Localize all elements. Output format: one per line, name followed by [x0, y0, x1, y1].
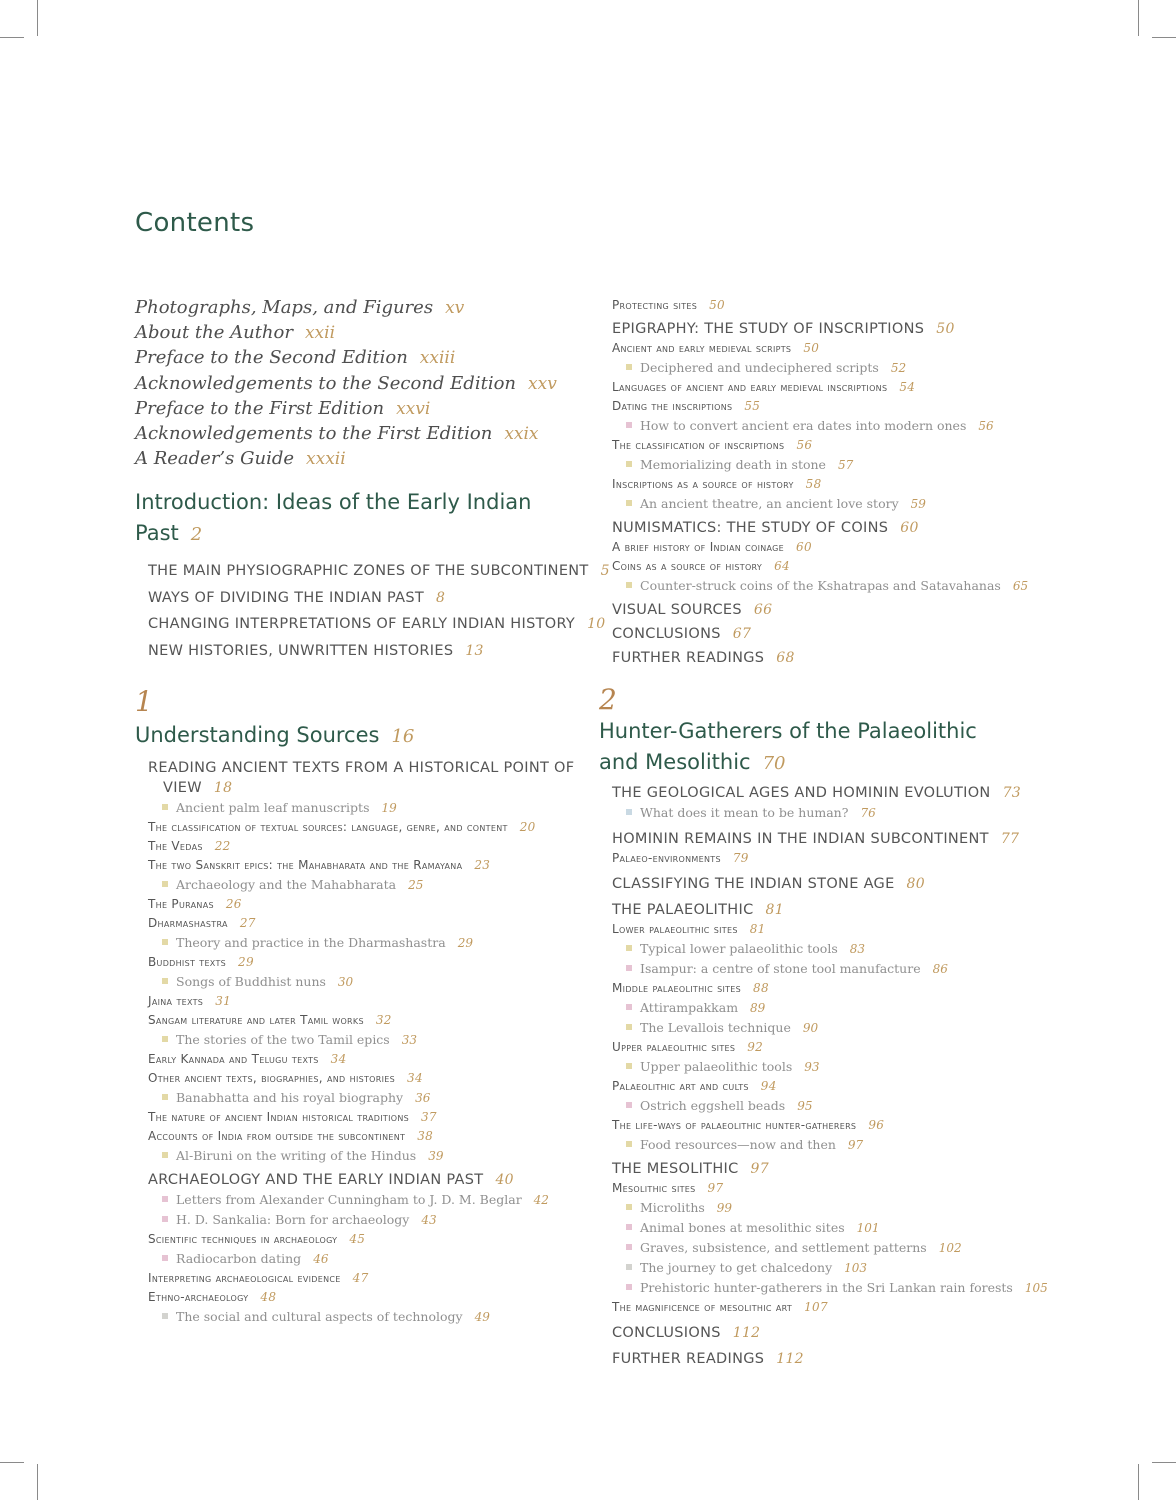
- chapter1-entry-title: Interpreting archaeological evidence: [148, 1271, 341, 1286]
- chapter2-title-line2: and Mesolithic: [599, 750, 751, 774]
- chapter2-entry-page: 76: [860, 806, 876, 820]
- chapter1-box-entry[interactable]: [135, 972, 585, 992]
- chapter2-entry[interactable]: [599, 783, 1159, 803]
- intro-section-entry-page: 13: [465, 642, 484, 659]
- chapter1-entry-page: 29: [238, 955, 254, 970]
- chapter1-page: 16: [391, 726, 415, 748]
- intro-title-line1: Introduction: Ideas of the Early Indian: [135, 490, 532, 515]
- chapter2-entry-page: 97: [707, 1181, 724, 1195]
- chapter2-entry[interactable]: [599, 920, 1159, 939]
- chapter2-entry-page: 77: [1000, 831, 1020, 847]
- chapter1-entry-page: 18: [213, 780, 233, 797]
- chapter2-entry-title: THE GEOLOGICAL AGES AND HOMININ EVOLUTION: [612, 785, 991, 801]
- chapter1-entry[interactable]: [135, 992, 585, 1011]
- chapter1-cont-entry[interactable]: [599, 339, 1159, 358]
- chapter1-entry[interactable]: [135, 837, 585, 856]
- chapter1-cont-entry-title: A brief history of Indian coinage: [612, 540, 785, 554]
- chapter2-entry-page: 79: [732, 851, 749, 865]
- chapter1-cont-entry-page: 65: [1012, 579, 1029, 593]
- chapter2-entry-title: THE PALAEOLITHIC: [612, 902, 754, 918]
- chapter1-entry[interactable]: [135, 1230, 585, 1249]
- chapter2-entry-title: The magnificence of mesolithic art: [612, 1300, 793, 1314]
- crop-mark: [37, 0, 38, 36]
- chapter1-cont-entry-page: 58: [805, 477, 822, 491]
- chapter1-cont-entry[interactable]: [599, 436, 1159, 455]
- chapter1-entry-page: 31: [215, 994, 232, 1009]
- chapter2-entry-title: Mesolithic sites: [612, 1181, 696, 1195]
- chapter1-cont-box-entry[interactable]: [599, 494, 1159, 514]
- intro-page: 2: [190, 524, 203, 546]
- chapter1-entry-page: 39: [428, 1149, 444, 1164]
- chapter1-cont-entry-title: EPIGRAPHY: THE STUDY OF INSCRIPTIONS: [612, 321, 925, 337]
- chapter1-cont-entry-page: 50: [709, 298, 725, 312]
- chapter1-title-text: Understanding Sources: [135, 723, 380, 748]
- chapter2-entry-title: Ostrich eggshell beads: [640, 1098, 786, 1113]
- chapter1-entry-title: The social and cultural aspects of technology: [176, 1309, 463, 1325]
- chapter2-entry-page: 97: [750, 1161, 769, 1177]
- chapter2-box-entry[interactable]: [599, 1198, 1159, 1218]
- chapter2-entry-title: Food resources—now and then: [640, 1137, 836, 1152]
- chapter2-entry[interactable]: [599, 1116, 1159, 1135]
- chapter1-entry-title: The nature of ancient Indian historical traditions: [148, 1110, 409, 1125]
- chapter2-box-entry[interactable]: [599, 959, 1159, 979]
- chapter2-entry[interactable]: [599, 829, 1159, 849]
- chapter2-entry-page: 73: [1002, 785, 1021, 801]
- chapter1-cont-entry[interactable]: [599, 378, 1159, 397]
- chapter1-entry-title: Letters from Alexander Cunningham to J. D. M. Beglar: [176, 1192, 522, 1208]
- chapter1-cont-entry-page: 68: [776, 650, 795, 666]
- chapter1-box-entry[interactable]: [135, 1030, 585, 1050]
- chapter1-box-entry[interactable]: [135, 875, 585, 895]
- chapter2-entry-page: 102: [938, 1241, 962, 1255]
- chapter2-entry[interactable]: [599, 874, 1159, 894]
- chapter2-entry[interactable]: [599, 900, 1159, 920]
- front-matter-page: xv: [445, 298, 465, 318]
- chapter1-cont-box-entry[interactable]: [599, 358, 1159, 378]
- chapter1-entry-title: Early Kannada and Telugu texts: [148, 1052, 319, 1067]
- chapter1-entry-title: Jaina texts: [148, 994, 204, 1009]
- chapter1-entry-page: 38: [417, 1129, 434, 1144]
- crop-mark: [1138, 0, 1139, 36]
- chapter1-cont-entry-title: Coins as a source of history: [612, 559, 763, 573]
- chapter1-cont-entry-title: How to convert ancient era dates into modern ones: [640, 418, 967, 433]
- chapter1-cont-entry-page: 54: [899, 380, 916, 394]
- front-matter-list: [135, 295, 585, 471]
- chapter1-cont-entry-page: 60: [900, 520, 919, 536]
- front-matter-entry[interactable]: [135, 421, 585, 446]
- crop-mark: [1138, 1464, 1139, 1500]
- toc-left-column: [135, 295, 610, 1327]
- chapter1-cont-entry-page: 55: [744, 399, 761, 413]
- intro-section-entry-title: WAYS OF DIVIDING THE INDIAN PAST: [148, 589, 425, 606]
- chapter1-entry[interactable]: [135, 953, 585, 972]
- chapter1-entry-title: The Puranas: [148, 897, 214, 912]
- chapter1-cont-entry[interactable]: [599, 319, 1159, 339]
- chapter2-entry-title: The life-ways of palaeolithic hunter-gatherers: [612, 1118, 857, 1132]
- front-matter-entry[interactable]: [135, 371, 585, 396]
- chapter2-entry-title: Middle palaeolithic sites: [612, 981, 742, 995]
- front-matter-entry[interactable]: [135, 320, 585, 345]
- intro-sections: [135, 558, 610, 664]
- intro-title[interactable]: [135, 487, 585, 550]
- chapter1-cont-entry[interactable]: [599, 648, 1159, 668]
- chapter2-entry-page: 92: [747, 1040, 764, 1054]
- front-matter-entry[interactable]: [135, 345, 585, 370]
- chapter2-box-entry[interactable]: [599, 998, 1159, 1018]
- front-matter-page: xxv: [528, 373, 557, 394]
- chapter1-cont-entry-page: 60: [796, 540, 812, 554]
- chapter1-title[interactable]: [135, 720, 585, 752]
- chapter1-entry-title: Other ancient texts, biographies, and histories: [148, 1071, 396, 1086]
- chapter1-entry-page: 25: [408, 878, 424, 893]
- chapter1-entry-page: 32: [375, 1013, 392, 1028]
- chapter1-cont-entry-page: 50: [803, 341, 820, 355]
- chapter1-cont-entry-title: Inscriptions as a source of history: [612, 477, 794, 491]
- chapter2-entry-title: CLASSIFYING THE INDIAN STONE AGE: [612, 876, 895, 892]
- front-matter-title: A Reader’s Guide: [135, 448, 295, 470]
- chapter1-cont-entry[interactable]: [599, 296, 1159, 315]
- chapter2-entry-page: 99: [716, 1201, 733, 1215]
- chapter2-entry-title: Lower palaeolithic sites: [612, 922, 738, 936]
- chapter2-entry-page: 89: [750, 1001, 766, 1015]
- chapter1-cont-entry[interactable]: [599, 397, 1159, 416]
- chapter2-entry-page: 105: [1024, 1281, 1048, 1295]
- chapter2-entry-title: Palaeo-environments: [612, 851, 721, 865]
- chapter2-entry-title: Upper palaeolithic sites: [612, 1040, 736, 1054]
- chapter2-entry[interactable]: [599, 849, 1159, 868]
- chapter1-cont-entry-title: CONCLUSIONS: [612, 626, 721, 642]
- chapter1-cont-entry[interactable]: [599, 624, 1159, 644]
- chapter1-entry-title: Theory and practice in the Dharmashastra: [176, 935, 446, 951]
- chapter2-box-entry[interactable]: [599, 803, 1159, 823]
- chapter1-cont-entry-title: FURTHER READINGS: [612, 650, 765, 666]
- intro-section-entry[interactable]: [135, 558, 610, 585]
- chapter1-box-entry[interactable]: [135, 1210, 585, 1230]
- chapter1-entry[interactable]: [135, 1127, 585, 1146]
- chapter1-box-entry[interactable]: [135, 1307, 585, 1327]
- chapter1-entry-title: The classification of textual sources: language, genre, and content: [148, 820, 508, 835]
- intro-section-entry-page: 8: [436, 589, 446, 606]
- chapter2-box-entry[interactable]: [599, 1238, 1159, 1258]
- chapter1-cont-entry-title: Memorializing death in stone: [640, 457, 826, 472]
- chapter2-entry-title: Prehistoric hunter-gatherers in the Sri Lankan rain forests: [640, 1280, 1013, 1295]
- chapter1-cont-entry-page: 56: [978, 419, 994, 433]
- chapter2-box-entry[interactable]: [599, 1218, 1159, 1238]
- chapter1-entry-page: 45: [349, 1232, 366, 1247]
- chapter1-cont-box-entry[interactable]: [599, 576, 1159, 596]
- chapter2-entry-title: Attirampakkam: [640, 1000, 739, 1015]
- chapter1-entry-page: 29: [457, 936, 473, 951]
- front-matter-page: xxii: [304, 323, 336, 344]
- chapter1-continued-entries: [599, 296, 1159, 668]
- chapter1-entry-title: Accounts of India from outside the subcontinent: [148, 1129, 406, 1144]
- chapter1-box-entry[interactable]: [135, 933, 585, 953]
- chapter1-number: 1: [135, 685, 153, 719]
- chapter1-entry-page: 27: [239, 916, 256, 931]
- crop-mark: [1152, 37, 1176, 38]
- chapter1-entry-page: 42: [533, 1193, 549, 1208]
- chapter1-entry-title: Songs of Buddhist nuns: [176, 974, 326, 990]
- chapter2-entry-page: 90: [802, 1021, 819, 1035]
- chapter1-entry-page: 30: [337, 975, 354, 990]
- chapter2-box-entry[interactable]: [599, 939, 1159, 959]
- chapter2-entry-title: HOMININ REMAINS IN THE INDIAN SUBCONTINENT: [612, 831, 989, 847]
- chapter2-entry[interactable]: [599, 979, 1159, 998]
- chapter1-box-entry[interactable]: [135, 1088, 585, 1108]
- chapter1-entry-title: Buddhist texts: [148, 955, 227, 970]
- chapter1-cont-entry-title: NUMISMATICS: THE STUDY OF COINS: [612, 520, 889, 536]
- chapter1-cont-entry-title: Protecting sites: [612, 298, 698, 312]
- chapter1-entry-title: The Vedas: [148, 839, 203, 854]
- chapter2-box-entry[interactable]: [599, 1278, 1159, 1298]
- chapter2-entry-title: Typical lower palaeolithic tools: [640, 941, 838, 956]
- chapter1-entry-title: Sangam literature and later Tamil works: [148, 1013, 364, 1028]
- chapter2-entry-page: 93: [804, 1060, 820, 1074]
- front-matter-title: Acknowledgements to the First Edition: [135, 422, 493, 444]
- front-matter-title: Preface to the Second Edition: [135, 347, 408, 369]
- front-matter-title: Photographs, Maps, and Figures: [135, 297, 434, 318]
- chapter1-entry-title: Al-Biruni on the writing of the Hindus: [176, 1148, 417, 1164]
- chapter2-entry[interactable]: [599, 1077, 1159, 1096]
- chapter2-entry-title: Graves, subsistence, and settlement patterns: [640, 1240, 927, 1255]
- chapter2-entry-title: FURTHER READINGS: [612, 1351, 765, 1367]
- chapter1-entry[interactable]: [135, 1269, 585, 1288]
- chapter2-entry-page: 103: [844, 1261, 868, 1275]
- chapter2-entry-title: The Levallois technique: [640, 1020, 791, 1035]
- chapter1-entry-page: 26: [225, 897, 242, 912]
- chapter2-entry-page: 112: [732, 1325, 761, 1341]
- chapter1-entry[interactable]: [135, 818, 585, 837]
- chapter1-cont-entry[interactable]: [599, 557, 1159, 576]
- chapter1-cont-entry-page: 59: [910, 497, 926, 511]
- chapter1-entry-page: 33: [401, 1033, 418, 1048]
- chapter2-entry-page: 86: [932, 962, 948, 976]
- front-matter-page: xxix: [504, 423, 539, 444]
- chapter2-box-entry[interactable]: [599, 1057, 1159, 1077]
- chapter1-entry-title: Ancient palm leaf manuscripts: [176, 800, 370, 816]
- chapter2-entry-page: 112: [776, 1351, 804, 1367]
- front-matter-page: xxvi: [396, 398, 431, 419]
- chapter2-box-entry[interactable]: [599, 1135, 1159, 1155]
- chapter1-box-entry[interactable]: [135, 1190, 585, 1210]
- chapter1-cont-entry-title: Ancient and early medieval scripts: [612, 341, 792, 355]
- chapter1-cont-box-entry[interactable]: [599, 455, 1159, 475]
- chapter2-entry-title: What does it mean to be human?: [640, 805, 849, 820]
- chapter1-entry-page: 34: [330, 1052, 347, 1067]
- intro-section-entry-title: NEW HISTORIES, UNWRITTEN HISTORIES: [148, 642, 454, 659]
- page-title: Contents: [135, 208, 255, 238]
- front-matter-entry[interactable]: [135, 446, 585, 471]
- chapter1-cont-entry[interactable]: [599, 600, 1159, 620]
- chapter1-cont-entry-page: 56: [796, 438, 813, 452]
- front-matter-title: Preface to the First Edition: [135, 397, 385, 419]
- chapter2-title-line1: Hunter-Gatherers of the Palaeolithic: [599, 719, 977, 743]
- chapter2-entry-title: Isampur: a centre of stone tool manufacture: [640, 961, 921, 976]
- chapter1-entry-title: Ethno-archaeology: [148, 1290, 249, 1305]
- chapter1-entry[interactable]: [135, 758, 585, 798]
- intro-section-entry-title: THE MAIN PHYSIOGRAPHIC ZONES OF THE SUBCONTINENT: [148, 563, 589, 580]
- chapter1-entry-page: 46: [313, 1252, 329, 1267]
- chapter1-entry[interactable]: [135, 856, 585, 875]
- intro-title-line2: Past: [135, 521, 179, 546]
- chapter1-cont-entry-page: 67: [732, 626, 752, 642]
- crop-mark: [37, 1464, 38, 1500]
- chapter1-entry[interactable]: [135, 914, 585, 933]
- chapter1-cont-entry-title: Languages of ancient and early medieval inscriptions: [612, 380, 888, 394]
- chapter2-page: 70: [762, 753, 786, 774]
- chapter2-number: 2: [599, 683, 617, 716]
- chapter1-entry-page: 43: [421, 1213, 437, 1228]
- chapter1-entry-page: 34: [407, 1071, 423, 1086]
- intro-section-entry[interactable]: [135, 611, 606, 638]
- chapter2-entry[interactable]: [599, 1159, 1159, 1179]
- chapter2-entry-title: Animal bones at mesolithic sites: [640, 1220, 845, 1235]
- chapter1-entry-title: Archaeology and the Mahabharata: [176, 877, 397, 893]
- chapter2-entry[interactable]: [599, 1179, 1159, 1198]
- chapter2-box-entry[interactable]: [599, 1018, 1159, 1038]
- chapter1-entry-page: 47: [352, 1271, 369, 1286]
- intro-section-entry-page: 5: [600, 563, 610, 580]
- chapter1-entry-title: The stories of the two Tamil epics: [176, 1032, 390, 1048]
- chapter1-entry-title: The two Sanskrit epics: the Mahabharata and the Ramayana: [148, 858, 463, 873]
- chapter2-entry[interactable]: [599, 1323, 1159, 1343]
- front-matter-page: xxxii: [306, 449, 346, 470]
- front-matter-entry[interactable]: [135, 295, 585, 320]
- front-matter-entry[interactable]: [135, 396, 585, 421]
- chapter1-cont-entry-title: Deciphered and undeciphered scripts: [640, 360, 879, 375]
- chapter2-title[interactable]: [599, 716, 1159, 779]
- chapter1-cont-entry-title: VISUAL SOURCES: [612, 602, 742, 618]
- chapter1-entry-page: 40: [495, 1172, 514, 1189]
- chapter1-entry-page: 20: [519, 820, 536, 835]
- chapter2-entry-page: 97: [847, 1138, 864, 1152]
- chapter2-entry-title: Palaeolithic art and cults: [612, 1079, 749, 1093]
- chapter2-entry-page: 101: [856, 1221, 880, 1235]
- chapter1-cont-entry-title: The classification of inscriptions: [612, 438, 785, 452]
- chapter1-cont-entry-title: An ancient theatre, an ancient love story: [640, 496, 899, 511]
- chapter2-entry-title: THE MESOLITHIC: [612, 1161, 739, 1177]
- chapter2-entry-title: Microliths: [640, 1200, 705, 1215]
- chapter2-entry-page: 107: [804, 1300, 828, 1314]
- chapter1-entry-page: 22: [214, 839, 231, 854]
- chapter1-entry[interactable]: [135, 1170, 585, 1190]
- intro-section-entry[interactable]: [135, 585, 585, 612]
- chapter1-cont-entry-page: 66: [753, 602, 773, 618]
- chapter2-entry-page: 80: [906, 876, 925, 892]
- chapter2-entry-title: CONCLUSIONS: [612, 1325, 721, 1341]
- chapter1-entry[interactable]: [135, 1050, 585, 1069]
- chapter1-entry[interactable]: [135, 1069, 585, 1088]
- chapter1-entry-title: READING ANCIENT TEXTS FROM A HISTORICAL POINT OF VIEW: [148, 760, 575, 797]
- chapter2-entry-page: 94: [760, 1079, 777, 1093]
- chapter1-entry[interactable]: [135, 1108, 585, 1127]
- intro-section-entry[interactable]: [135, 638, 585, 665]
- chapter2-entry-page: 95: [797, 1099, 813, 1113]
- chapter1-entry-title: Scientific techniques in archaeology: [148, 1232, 338, 1247]
- chapter2-entry-page: 88: [753, 981, 769, 995]
- chapter1-cont-entry[interactable]: [599, 475, 1159, 494]
- chapter2-entry[interactable]: [599, 1349, 1159, 1369]
- chapter1-entry-page: 23: [474, 858, 491, 873]
- chapter1-entry-page: 36: [415, 1091, 431, 1106]
- chapter1-cont-entry[interactable]: [599, 518, 1159, 538]
- chapter1-entry-title: H. D. Sankalia: Born for archaeology: [176, 1212, 410, 1228]
- chapter1-entry-page: 37: [421, 1110, 437, 1125]
- front-matter-title: About the Author: [135, 322, 293, 344]
- intro-section-entry-title: CHANGING INTERPRETATIONS OF EARLY INDIAN HISTORY: [148, 616, 576, 633]
- chapter1-box-entry[interactable]: [135, 798, 585, 818]
- chapter2-entry-page: 81: [749, 922, 766, 936]
- chapter1-cont-entry[interactable]: [599, 538, 1159, 557]
- chapter1-entry-page: 48: [260, 1290, 277, 1305]
- chapter1-entry-page: 19: [381, 801, 397, 816]
- chapter1-entry-title: Radiocarbon dating: [176, 1251, 302, 1267]
- front-matter-title: Acknowledgements to the Second Edition: [135, 372, 517, 394]
- chapter2-entry[interactable]: [599, 1038, 1159, 1057]
- chapter2-entry-title: The journey to get chalcedony: [640, 1260, 833, 1275]
- chapter1-entries: [135, 758, 585, 1327]
- chapter1-entry-title: Dharmashastra: [148, 916, 228, 931]
- chapter1-box-entry[interactable]: [135, 1249, 585, 1269]
- chapter1-cont-entry-page: 50: [936, 321, 955, 337]
- chapter1-entry[interactable]: [135, 895, 585, 914]
- chapter2-entry-page: 83: [849, 942, 866, 956]
- chapter1-box-entry[interactable]: [135, 1146, 585, 1166]
- chapter2-entries: [599, 783, 1159, 1369]
- chapter1-entry-title: ARCHAEOLOGY AND THE EARLY INDIAN PAST: [148, 1172, 484, 1189]
- chapter2-entry-page: 96: [868, 1118, 885, 1132]
- chapter2-box-entry[interactable]: [599, 1096, 1159, 1116]
- chapter1-cont-entry-page: 57: [837, 458, 854, 472]
- chapter2-box-entry[interactable]: [599, 1258, 1159, 1278]
- chapter2-entry-title: Upper palaeolithic tools: [640, 1059, 793, 1074]
- chapter1-cont-entry-page: 52: [890, 361, 907, 375]
- toc-right-column: [599, 296, 1159, 1369]
- chapter1-cont-box-entry[interactable]: [599, 416, 1159, 436]
- chapter2-entry-page: 81: [765, 902, 784, 918]
- chapter1-entry[interactable]: [135, 1011, 585, 1030]
- chapter1-entry-title: Banabhatta and his royal biography: [176, 1090, 404, 1106]
- chapter1-entry[interactable]: [135, 1288, 585, 1307]
- chapter1-cont-entry-page: 64: [774, 559, 790, 573]
- chapter1-entry-page: 49: [474, 1310, 490, 1325]
- chapter2-entry[interactable]: [599, 1298, 1159, 1317]
- chapter1-cont-entry-title: Counter-struck coins of the Kshatrapas and Satavahanas: [640, 578, 1001, 593]
- intro-section-entry-page: 10: [587, 616, 606, 633]
- crop-mark: [0, 37, 24, 38]
- crop-mark: [1152, 1462, 1176, 1463]
- chapter1-cont-entry-title: Dating the inscriptions: [612, 399, 733, 413]
- front-matter-page: xxiii: [419, 348, 456, 369]
- crop-mark: [0, 1462, 24, 1463]
